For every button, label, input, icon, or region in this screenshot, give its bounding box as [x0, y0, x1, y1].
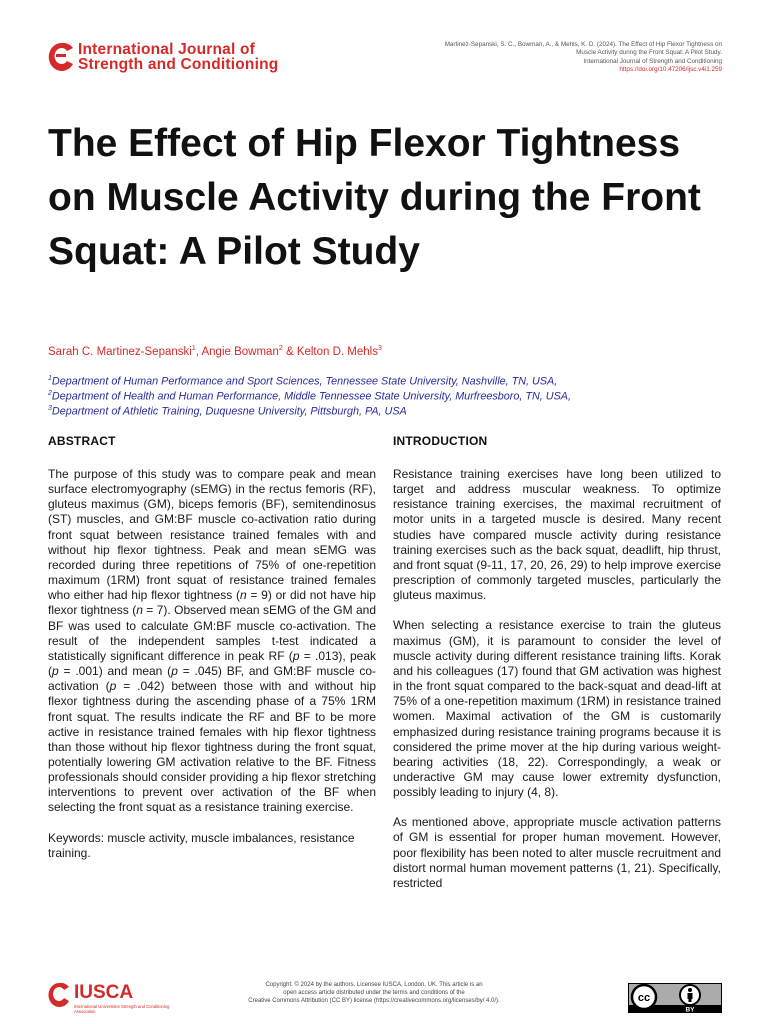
abstract-text: The purpose of this study was to compare peak and mean surface electromyography (sEMG) in the rectus femoris (RF), gluteus maximus (GM), biceps femoris (BF), semitendinosus (ST) muscles, and GM:BF muscle co-activation ratio during front squat between resistance trained females with and without hip flexor tightness. Peak and mean sEMG was recorded during three repetitions of 75% of one-repetition maximum (1RM) front squat of resistance trained females who either had hip flexor tightness ( — [48, 467, 376, 603]
abstract-text: = .001) and mean ( — [58, 664, 172, 679]
p-symbol: p — [292, 648, 300, 663]
introduction-heading: INTRODUCTION — [393, 434, 488, 448]
abstract-column — [48, 434, 376, 861]
abstract-paragraph — [48, 467, 376, 816]
affiliation-text: Department of Health and Human Performance, Middle Tennessee State University, Murfreesboro, TN, USA, — [51, 390, 571, 403]
introduction-paragraph: Resistance training exercises have long been utilized to target and address muscular weakness. To optimize resistance training exercises, the maximal recruitment of motor units in a targeted muscle is desired. Many recent studies have compared muscle activity during resistance training exercises such as the back squat, deadlift, hip thrust, and front squat (9-11, 17, 20, 26, 29) to help improve exercise prescription of commonly targeted muscles, particularly the gluteus maximus. — [393, 467, 721, 603]
citation-line: Martinez-Sepanski, S. C., Bowman, A., & Mehls, K. D. (2024). The Effect of Hip Flexor Tightness on — [444, 41, 722, 48]
journal-name-line2: Strength and Conditioning — [78, 56, 279, 73]
author-name: Kelton D. Mehls — [296, 345, 378, 358]
affiliation-superscript: 2 — [48, 389, 52, 397]
abstract-text: = 9) or did not have hip flexor tightness ( — [48, 588, 376, 618]
p-symbol: p — [109, 679, 117, 694]
author-superscript: 2 — [278, 345, 283, 352]
keywords-text: muscle activity, muscle imbalances, resistance training. — [48, 830, 355, 860]
iusca-logo-icon — [48, 982, 70, 1008]
abstract-text: = 7). Observed mean sEMG of the GM and BF was used to calculate GM:BF muscle co-activation. The result of the independent samples t-test indicated a statistically significant difference in peak RF ( — [48, 603, 377, 663]
abstract-text: = .042) between those with and without hip flexor tightness during the ascending phase of a 75% 1RM front squat. The results indicate the RF and BF to be more active in resistance trained females with hip flexor tightness than those without hip flexor tightness during the front squat, potentially lowering GM activation relative to the BF. Fitness professionals should consider providing a hip flexor stretching interventions to prevent over activation of the BF when selecting the front squat as a resistance training exercise. — [48, 679, 377, 815]
keywords-line — [48, 831, 376, 861]
p-symbol: p — [52, 664, 59, 679]
abstract-heading: ABSTRACT — [48, 434, 116, 448]
citation-line: Muscle Activity during the Front Squat: A Pilot Study. — [576, 49, 722, 57]
author-separator: & — [282, 345, 297, 358]
affiliation-list — [48, 373, 571, 417]
introduction-paragraph: When selecting a resistance exercise to train the gluteus maximus (GM), it is paramount to consider the level of muscle activity during different resistance training lifts. Korak and his colleagues (17) found that GM activation was highest in the front squat compared to the back-squat and dead-lift at 75% of a one-repetition maximum (1RM) in resistance trained women. Maximal activation of the GM is customarily emphasized during resistance training programs because it is considered the prime mover at the hip during various weight-bearing activities (18, 22). Correspondingly, a weak or underactive GM may cause lower extremity dysfunction, possibly leading to injury (4, 8). — [393, 618, 721, 800]
p-symbol: p — [171, 664, 178, 679]
n-symbol: n — [239, 588, 247, 603]
affiliation-line — [48, 373, 571, 388]
affiliation-line — [48, 403, 571, 418]
cc-by-license-badge[interactable] — [628, 983, 722, 1013]
journal-logo-icon — [48, 42, 74, 72]
iusca-logo-subtext: International Universities Strength and Conditioning Association — [74, 1004, 170, 1014]
author-list — [48, 345, 382, 358]
author-superscript: 1 — [191, 345, 196, 352]
author-name: Angie Bowman — [201, 345, 279, 358]
doi-link[interactable]: https://doi.org/10.47206/ijsc.v4i1.259 — [619, 66, 722, 74]
copyright-line: open access article distributed under the terms and conditions of the — [283, 990, 465, 996]
abstract-text: = .045) BF, and GM:BF muscle co-activation ( — [48, 664, 376, 694]
copyright-line: Copyright: © 2024 by the authors. Licensee IUSCA, London, UK. This article is an — [265, 982, 483, 988]
affiliation-line — [48, 388, 571, 403]
iusca-logo-text: IUSCA — [74, 982, 134, 1003]
introduction-column — [393, 434, 721, 906]
article-title: The Effect of Hip Flexor Tightness on Muscle Activity during the Front Squat: A Pilot Study — [48, 122, 701, 273]
n-symbol: n — [136, 603, 143, 618]
affiliation-superscript: 3 — [48, 404, 52, 412]
citation-block — [392, 41, 722, 75]
author-superscript: 3 — [378, 345, 382, 352]
journal-name-line1: International Journal of — [78, 41, 256, 58]
affiliation-text: Department of Athletic Training, Duquesne University, Pittsburgh, PA, USA — [51, 405, 407, 418]
affiliation-text: Department of Human Performance and Sport Sciences, Tennessee State University, Nashville, TN, USA, — [51, 375, 558, 388]
copyright-line[interactable]: Creative Commons Attribution (CC BY) license (https://creativecommons.org/licenses/by/ 4.0/). — [248, 998, 500, 1004]
citation-line: International Journal of Strength and Conditioning — [583, 57, 722, 65]
affiliation-superscript: 1 — [48, 375, 52, 382]
keywords-label: Keywords: — [48, 830, 105, 845]
author-separator: , — [195, 345, 202, 358]
by-label: BY — [685, 1006, 695, 1013]
cc-icon-text: cc — [637, 992, 651, 1004]
copyright-notice — [214, 981, 534, 1005]
introduction-paragraph: As mentioned above, appropriate muscle activation patterns of GM is essential for proper human movement. However, poor flexibility has been noted to alter muscle recruitment and distort normal human movement patterns (1, 21). Specifically, restricted — [393, 815, 721, 890]
journal-name — [78, 42, 278, 72]
author-name: Sarah C. Martinez-Sepanski — [48, 345, 192, 358]
abstract-text: = .013), peak ( — [48, 648, 377, 679]
